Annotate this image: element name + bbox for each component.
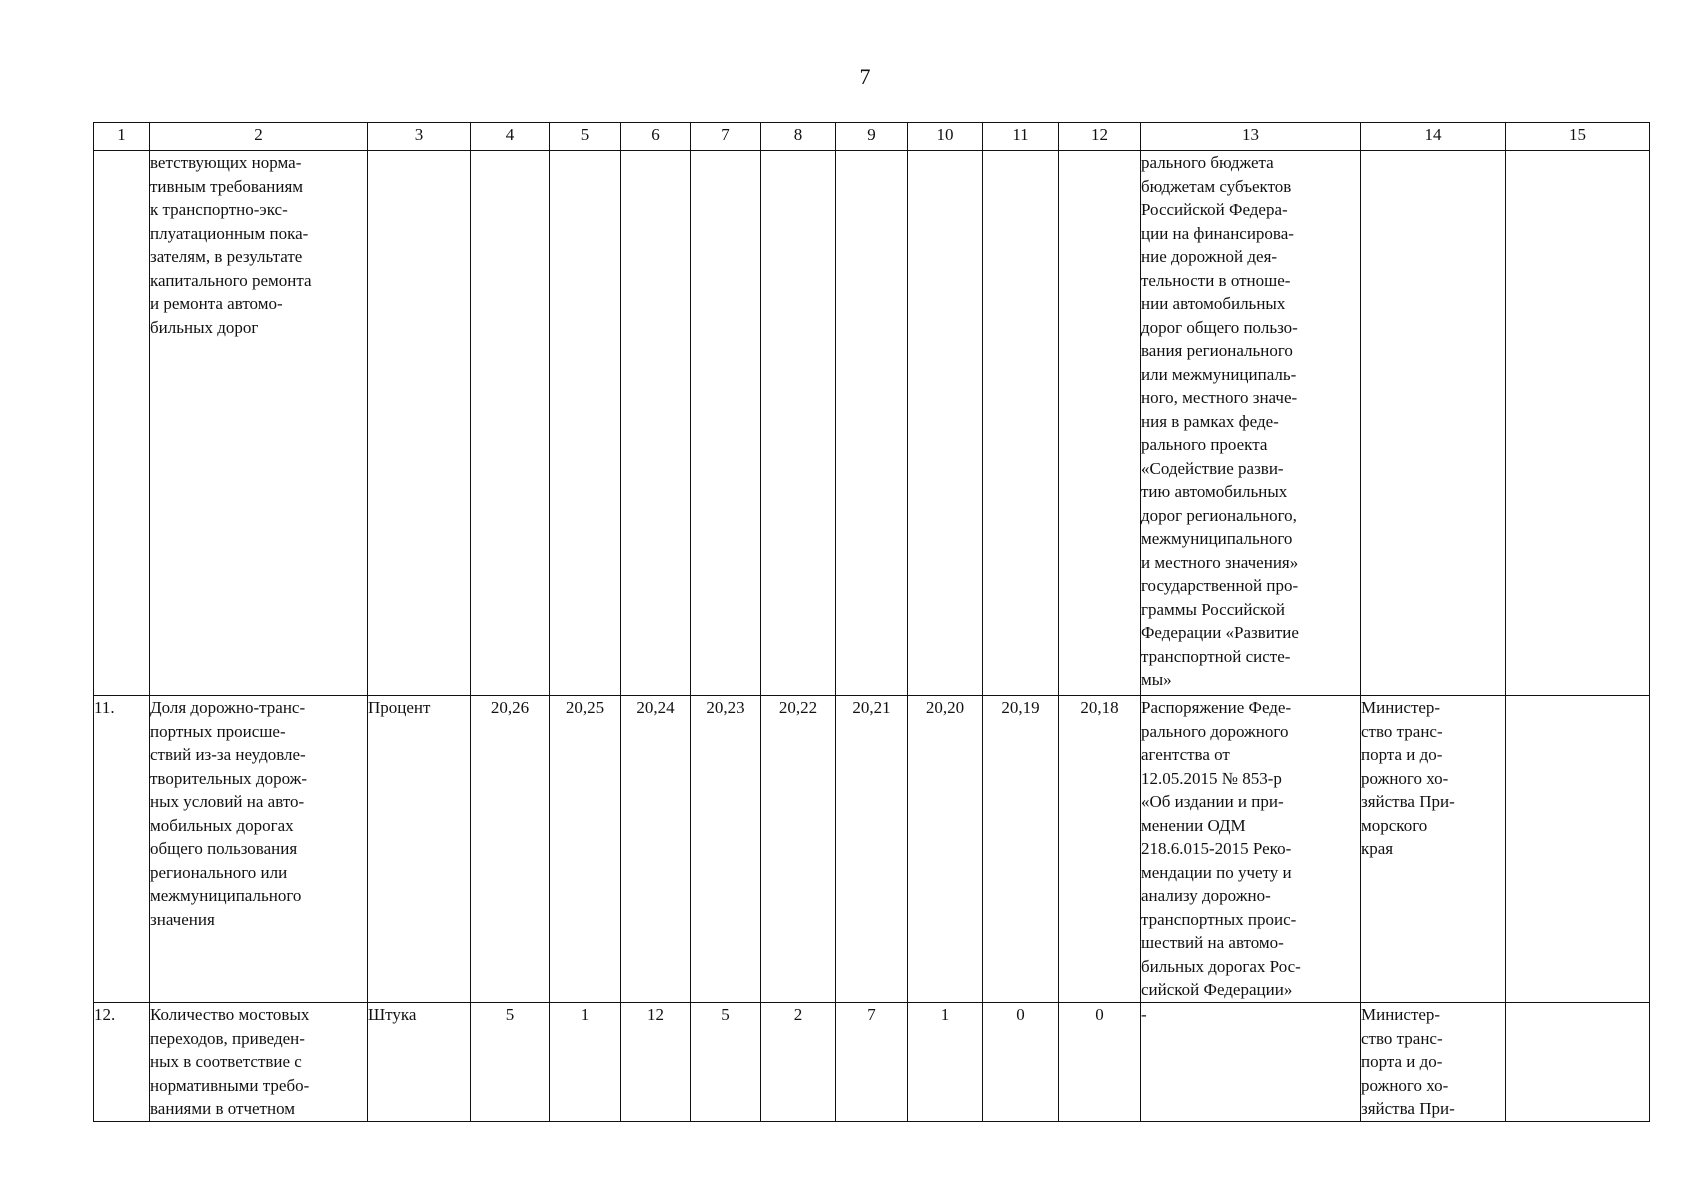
value-cell: 7 bbox=[836, 1003, 908, 1122]
column-header: 1 bbox=[94, 123, 150, 151]
responsible-cell: Министер- ство транс- порта и до- рожного хо- зяйства При- морского края bbox=[1361, 696, 1506, 1003]
indicator-name-cell: ветствующих норма- тивным требованиям к транспортно-экс- плуатационным пока- зателям, в результате капитального ремонта и ремонта автомо- бильных дорог bbox=[150, 151, 368, 696]
responsible-cell bbox=[1361, 151, 1506, 696]
source-document-cell: рального бюджета бюджетам субъектов Российской Федера- ции на финансирова- ние дорожной дея- тельности в отноше- нии автомобильных дорог общего пользо- вания регионального или межмуниципаль- ного, местного значе- ния в рамках феде- рального проекта «Содействие разви- тию автомобильных дорог регионального, межмуниципального и местного значения» государственной про- граммы Российской Федерации «Развитие транспортной систе- мы» bbox=[1141, 151, 1361, 696]
value-cell bbox=[983, 151, 1059, 696]
indicator-name-cell: Количество мостовых переходов, приведен- ных в соответствие с нормативными требо- ваниями в отчетном bbox=[150, 1003, 368, 1122]
value-cell: 1 bbox=[908, 1003, 983, 1122]
value-cell: 20,21 bbox=[836, 696, 908, 1003]
value-cell: 1 bbox=[550, 1003, 621, 1122]
column-header: 2 bbox=[150, 123, 368, 151]
column-header: 5 bbox=[550, 123, 621, 151]
value-cell: 20,19 bbox=[983, 696, 1059, 1003]
column-header: 3 bbox=[368, 123, 471, 151]
value-cell bbox=[691, 151, 761, 696]
value-cell bbox=[836, 151, 908, 696]
column-header: 4 bbox=[471, 123, 550, 151]
value-cell: 20,25 bbox=[550, 696, 621, 1003]
value-cell: 5 bbox=[691, 1003, 761, 1122]
value-cell: 20,26 bbox=[471, 696, 550, 1003]
header-row bbox=[94, 123, 1650, 151]
value-cell: 12 bbox=[621, 1003, 691, 1122]
value-cell: 20,24 bbox=[621, 696, 691, 1003]
value-cell bbox=[621, 151, 691, 696]
unit-cell bbox=[368, 151, 471, 696]
column-header: 9 bbox=[836, 123, 908, 151]
column-header: 13 bbox=[1141, 123, 1361, 151]
source-document-cell: Распоряжение Феде- рального дорожного агентства от 12.05.2015 № 853-р «Об издании и при- менении ОДМ 218.6.015-2015 Реко- мендации по учету и анализу дорожно- транспортных проис- шествий на автомо- бильных дорогах Рос- сийской Федерации» bbox=[1141, 696, 1361, 1003]
row-number-cell: 12. bbox=[94, 1003, 150, 1122]
value-cell: 2 bbox=[761, 1003, 836, 1122]
value-cell: 20,22 bbox=[761, 696, 836, 1003]
source-document-cell: - bbox=[1141, 1003, 1361, 1122]
indicators-table bbox=[93, 122, 1650, 1122]
responsible-cell: Министер- ство транс- порта и до- рожного хо- зяйства При- bbox=[1361, 1003, 1506, 1122]
value-cell bbox=[471, 151, 550, 696]
table-row bbox=[94, 696, 1650, 1003]
row-number-cell: 11. bbox=[94, 696, 150, 1003]
table-row bbox=[94, 1003, 1650, 1122]
row-number-cell bbox=[94, 151, 150, 696]
value-cell bbox=[761, 151, 836, 696]
value-cell: 0 bbox=[983, 1003, 1059, 1122]
column-header: 10 bbox=[908, 123, 983, 151]
indicator-name-cell: Доля дорожно-транс- портных происше- ствий из-за неудовле- творительных дорож- ных условий на авто- мобильных дорогах общего пользования регионального или межмуниципального значения bbox=[150, 696, 368, 1003]
value-cell bbox=[550, 151, 621, 696]
page-number: 7 bbox=[859, 64, 871, 89]
column-15-cell bbox=[1506, 151, 1650, 696]
column-header: 15 bbox=[1506, 123, 1650, 151]
value-cell: 20,18 bbox=[1059, 696, 1141, 1003]
unit-cell: Штука bbox=[368, 1003, 471, 1122]
column-header: 14 bbox=[1361, 123, 1506, 151]
unit-cell: Процент bbox=[368, 696, 471, 1003]
column-15-cell bbox=[1506, 696, 1650, 1003]
column-15-cell bbox=[1506, 1003, 1650, 1122]
column-header: 6 bbox=[621, 123, 691, 151]
value-cell: 20,23 bbox=[691, 696, 761, 1003]
table-row bbox=[94, 151, 1650, 696]
column-header: 7 bbox=[691, 123, 761, 151]
value-cell: 5 bbox=[471, 1003, 550, 1122]
value-cell: 20,20 bbox=[908, 696, 983, 1003]
column-header: 8 bbox=[761, 123, 836, 151]
column-header: 11 bbox=[983, 123, 1059, 151]
column-header: 12 bbox=[1059, 123, 1141, 151]
value-cell: 0 bbox=[1059, 1003, 1141, 1122]
value-cell bbox=[1059, 151, 1141, 696]
value-cell bbox=[908, 151, 983, 696]
